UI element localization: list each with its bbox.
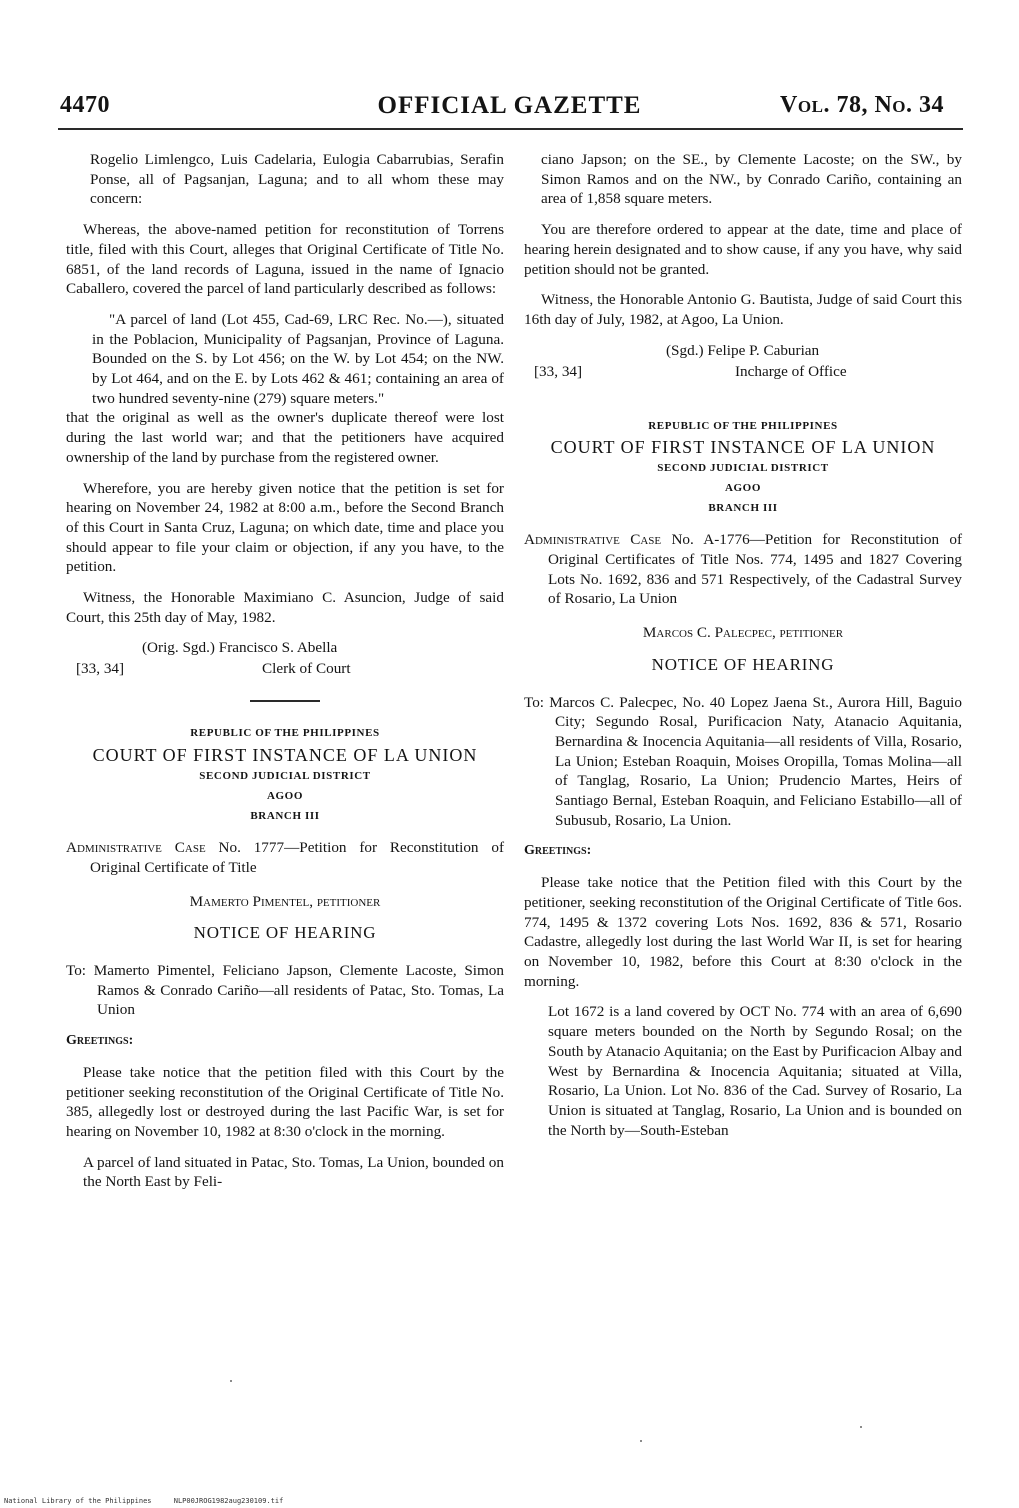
whereas-paragraph: Whereas, the above-named petition for reconstitution of Torrens title, filed with this Court, alleges that Original Certificate of Title No. 6851, of the land records of Laguna, issued in the name of Ignacio Caballero, covered the parcel of land particularly described as follows:: [66, 221, 504, 298]
case-text-right: No. A-1776—Petition for Reconstitution of Original Certificates of Title Nos. 774, 1495 and 1827 Covering Lots No. 1692, 836 and 571 Respectively, of the Cadastral Survey of Rosario, La Union: [548, 531, 963, 608]
parcel-description: A parcel of land situated in Patac, Sto. Tomas, La Union, bounded on the North East by Feli-: [83, 1153, 504, 1191]
header-rule: [58, 128, 963, 130]
signature-line: (Orig. Sgd.) Francisco S. Abella: [142, 639, 338, 657]
wherefore-paragraph: Wherefore, you are hereby given notice that the petition is set for hearing on November 24, 1982 at 8:00 a.m., before the Second Branch of this Court in Santa Cruz, Laguna; on which date, time and place you should appear to file your claim or objection, if any you have, to the petition.: [66, 479, 504, 576]
notice-title: NOTICE OF HEARING: [193, 923, 377, 943]
court-heading-right: COURT OF FIRST INSTANCE OF LA UNION: [550, 437, 936, 458]
signature-block: [66, 638, 504, 680]
continuation-paragraph: ciano Japson; on the SE., by Clemente Lacoste; on the SW., by Simon Ramos and on the NW., by Conrado Cariño, containing an area of 1,858 square meters.: [541, 151, 962, 208]
case-title: [66, 838, 504, 877]
signature-line-right: (Sgd.) Felipe P. Caburian: [666, 341, 820, 359]
district-heading-right: SECOND JUDICIAL DISTRICT: [657, 462, 829, 475]
scan-speck: [230, 1380, 232, 1382]
place-heading-right: AGOO: [724, 482, 761, 495]
district-heading: SECOND JUDICIAL DISTRICT: [199, 770, 371, 783]
case-title-right: [524, 530, 962, 609]
republic-heading: REPUBLIC OF THE PHILIPPINES: [190, 727, 380, 740]
library-credit: National Library of the Philippines: [4, 1497, 152, 1505]
to-paragraph-right: To: Marcos C. Palecpec, No. 40 Lopez Jaena St., Aurora Hill, Baguio City; Segundo Rosal, Purificacion Naty, Atanacio Aquitania, Bernardina & Inocencia Aquitania—all residents of Villa, Rosario, La Union; Esteban Roaquin, Moises Oropilla, Tomas Molina—all of Tanglag, Rosario, La Union; Prudencio Martes, Heirs of Santiago Bernal, Esteban Roaquin, and Feliciano Estabillo—all of Subusub, Rosario, La Union.: [524, 693, 962, 829]
reference-issue-right: [33, 34]: [534, 362, 583, 380]
witness-paragraph-right: Witness, the Honorable Antonio G. Bautista, Judge of said Court this 16th day of July, 1982, at Agoo, La Union.: [524, 291, 962, 328]
reference-issue: [33, 34]: [76, 660, 125, 678]
notice-title-right: NOTICE OF HEARING: [651, 654, 835, 674]
file-name: NLP00JROG1982aug230109.tif: [173, 1497, 284, 1505]
case-label-right: Administrative Case: [524, 531, 662, 549]
petitioner-line: Mamerto Pimentel, petitioner: [189, 892, 381, 910]
branch-heading-right: BRANCH III: [708, 502, 778, 515]
place-heading: AGOO: [266, 790, 303, 803]
intro-paragraph: Rogelio Limlengco, Luis Cadelaria, Eulogia Cabarrubias, Serafin Ponse, all of Pagsanjan, Laguna; and to all whom these may concern:: [90, 151, 504, 208]
left-column: [66, 150, 504, 1203]
witness-paragraph: Witness, the Honorable Maximiano C. Asuncion, Judge of said Court, this 25th day of May, 1982.: [66, 589, 504, 626]
volume-number: Vol. 78, No. 34: [780, 92, 944, 118]
page-number: 4470: [60, 92, 110, 118]
case-label: Administrative Case: [66, 839, 206, 857]
signature-title: Clerk of Court: [262, 660, 351, 678]
scan-footer: [4, 1497, 301, 1505]
notice-body-right: Please take notice that the Petition filed with this Court by the petitioner, seeking reconstitution of the Original Certificate of Title 6os. 774, 1495 & 1372 covering Lots Nos. 1692, 836 & 571, Rosario Cadastre, allegedly lost during the last World War II, is set for hearing on November 10, 1982, before this Court at 8:30 o'clock in the morning.: [524, 874, 962, 990]
greetings-right: Greetings:: [524, 843, 592, 859]
court-heading: COURT OF FIRST INSTANCE OF LA UNION: [92, 745, 478, 766]
right-column: [524, 150, 962, 1151]
greetings: Greetings:: [66, 1033, 134, 1049]
signature-block-right: [524, 341, 962, 383]
branch-heading: BRANCH III: [250, 810, 320, 823]
scan-speck: [640, 1440, 642, 1442]
notice-body: Please take notice that the petition filed with this Court by the petitioner seeking reconstitution of the Original Certificate of Title No. 385, allegedly lost or destroyed during the last Pacific War, is set for hearing on November 10, 1982 at 8:30 o'clock in the morning.: [66, 1063, 504, 1140]
signature-title-right: Incharge of Office: [735, 362, 847, 380]
parcel-quote: "A parcel of land (Lot 455, Cad-69, LRC Rec. No.—), situated in the Poblacion, Municipality of Pagsanjan, Province of Laguna. Bounded on the S. by Lot 456; on the W. by Lot 454; on the NW. by Lot 464, and on the E. by Lots 462 & 461; containing an area of two hundred seventy-nine (279) square meters.": [92, 310, 504, 407]
to-paragraph: To: Mamerto Pimentel, Feliciano Japson, Clemente Lacoste, Simon Ramos & Conrado Cariño—all residents of Patac, Sto. Tomas, La Union: [66, 961, 504, 1019]
lot-description: Lot 1672 is a land covered by OCT No. 774 with an area of 6,690 square meters bounded on the North by Segundo Rosal; on the South by Atanacio Aquitania; on the East by Purificacion Albay and West by Bernardina & Inocencia Aquitania; situated at Villa, Rosario, La Union. Lot No. 836 of the Cad. Survey of Rosario, La Union is situated at Tanglag, Rosario, La Union and is bounded on the North by—South-Esteban: [548, 1003, 962, 1139]
ordered-paragraph: You are therefore ordered to appear at the date, time and place of hearing herein designated and to show cause, if any you have, why said petition should not be granted.: [524, 221, 962, 278]
republic-heading-right: REPUBLIC OF THE PHILIPPINES: [648, 419, 838, 432]
after-quote-paragraph: that the original as well as the owner's duplicate thereof were lost during the last world war; and that the petitioners have acquired ownership of the land by purchase from the registered owner.: [66, 409, 504, 466]
scan-speck: [860, 1426, 862, 1428]
petitioner-line-right: Marcos C. Palecpec, petitioner: [642, 624, 844, 642]
case-text: No. 1777—Petition for Reconstitution of Original Certificate of Title: [90, 839, 505, 876]
publication-title: OFFICIAL GAZETTE: [377, 92, 642, 119]
section-separator: [250, 700, 320, 702]
